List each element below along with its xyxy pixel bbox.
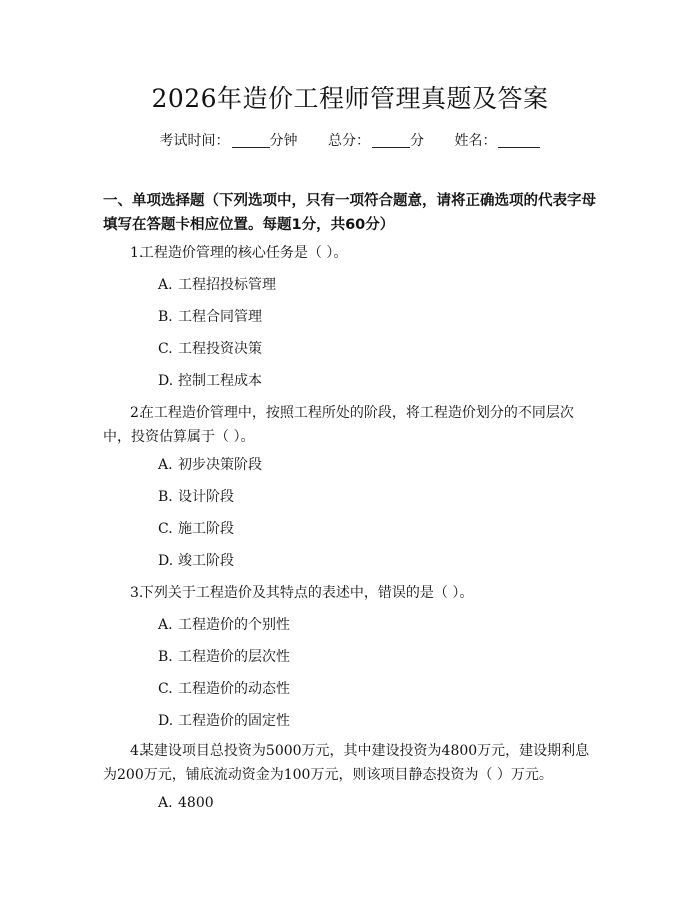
- option-text: 初步决策阶段: [178, 457, 262, 473]
- option-text: 控制工程成本: [178, 373, 262, 389]
- question-3-option-c: [158, 677, 290, 701]
- question-2-option-c: [158, 517, 234, 541]
- question-1-option-a: [158, 273, 276, 297]
- section-heading: 一、单项选择题（下列选项中，只有一项符合题意，请将正确选项的代表字母填写在答题卡相应位置。每题1分，共60分）: [103, 193, 596, 233]
- option-text: 工程投资决策: [178, 341, 262, 357]
- option-text: 工程造价的固定性: [178, 713, 290, 729]
- exam-time-blank: [232, 133, 270, 148]
- question-number: 1.: [130, 245, 144, 261]
- option-letter: A.: [158, 795, 173, 811]
- student-name-blank: [498, 133, 540, 148]
- option-letter: D.: [158, 553, 174, 569]
- question-2: [103, 401, 591, 449]
- question-4: [103, 739, 591, 787]
- question-3-option-d: [158, 709, 290, 733]
- option-letter: B.: [158, 489, 173, 505]
- question-4-option-a: [158, 791, 214, 815]
- question-text: 下列关于工程造价及其特点的表述中，错误的是（ ）。: [139, 585, 474, 601]
- option-text: 施工阶段: [178, 521, 234, 537]
- exam-info-line: [0, 130, 700, 152]
- student-name-label: 姓名：: [454, 133, 497, 149]
- question-2-option-b: [158, 485, 234, 509]
- option-text: 工程造价的动态性: [178, 681, 290, 697]
- question-3-option-b: [158, 645, 290, 669]
- option-letter: C.: [158, 341, 173, 357]
- option-letter: A.: [158, 277, 173, 293]
- page-title: 2026年造价工程师管理真题及答案: [151, 84, 549, 113]
- option-letter: A.: [158, 457, 173, 473]
- total-score-blank: [372, 133, 410, 148]
- total-score-label: 总分：: [328, 133, 370, 149]
- question-text: 工程造价管理的核心任务是（ ）。: [139, 245, 348, 261]
- question-2-option-a: [158, 453, 262, 477]
- question-1-option-b: [158, 305, 262, 329]
- question-1-option-c: [158, 337, 262, 361]
- option-letter: D.: [158, 373, 174, 389]
- exam-time-unit: 分钟: [269, 133, 298, 149]
- student-name-field: [454, 130, 540, 152]
- option-letter: B.: [158, 649, 173, 665]
- option-text: 设计阶段: [178, 489, 234, 505]
- total-score-unit: 分: [410, 133, 424, 149]
- option-letter: C.: [158, 521, 173, 537]
- question-number: 3.: [130, 585, 144, 601]
- option-letter: D.: [158, 713, 174, 729]
- option-text: 工程合同管理: [178, 309, 262, 325]
- question-3-option-a: [158, 613, 290, 637]
- question-1-option-d: [158, 369, 262, 393]
- option-text: 工程造价的个别性: [178, 617, 290, 633]
- question-number: 2.: [130, 405, 144, 421]
- question-1: [103, 241, 591, 265]
- question-number: 4.: [130, 743, 144, 759]
- question-text: 某建设项目总投资为5000万元，其中建设投资为4800万元，建设期利息为200万元，铺底流动资金为100万元，则该项目静态投资为（ ）万元。: [103, 743, 590, 783]
- question-3: [103, 581, 591, 605]
- option-text: 竣工阶段: [178, 553, 234, 569]
- option-letter: B.: [158, 309, 173, 325]
- option-letter: C.: [158, 681, 173, 697]
- question-2-option-d: [158, 549, 234, 573]
- option-letter: A.: [158, 617, 173, 633]
- question-text: 在工程造价管理中，按照工程所处的阶段，将工程造价划分的不同层次中，投资估算属于（ ）。: [103, 405, 574, 445]
- total-score-field: [328, 130, 424, 152]
- exam-time-label: 考试时间：: [159, 133, 230, 149]
- option-text: 工程招投标管理: [178, 277, 276, 293]
- option-text: 工程造价的层次性: [178, 649, 290, 665]
- exam-time-field: [160, 130, 298, 152]
- option-text: 4800: [178, 795, 214, 811]
